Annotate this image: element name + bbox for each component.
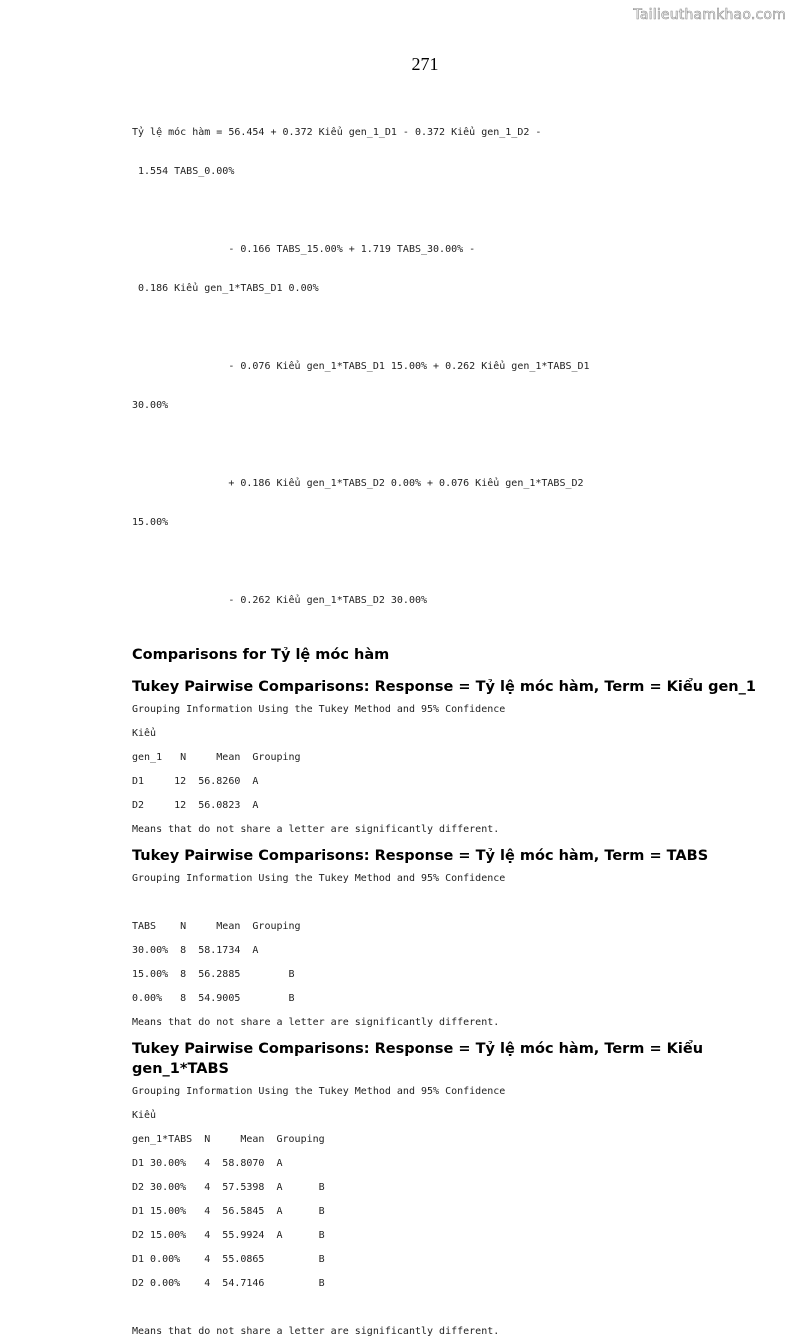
equation-line: Tỷ lệ móc hàm = 56.454 + 0.372 Kiểu gen_1_D1 - 0.372 Kiểu gen_1_D2 - (132, 127, 542, 138)
equation-line: 15.00% (132, 517, 169, 528)
table-row: D2 0.00% 4 54.7146 B (132, 1278, 325, 1289)
section1-info: Grouping Information Using the Tukey Method and 95% Confidence (132, 704, 506, 715)
equation-line: + 0.186 Kiểu gen_1*TABS_D2 0.00% + 0.076 Kiểu gen_1*TABS_D2 (132, 478, 584, 489)
section2-heading: Tukey Pairwise Comparisons: Response = Tỷ lệ móc hàm, Term = TABS (132, 848, 709, 864)
section1-heading: Tukey Pairwise Comparisons: Response = Tỷ lệ móc hàm, Term = Kiểu gen_1 (132, 679, 756, 695)
equation-line (132, 555, 772, 568)
regression-equation (132, 100, 772, 633)
comparisons-heading: Comparisons for Tỷ lệ móc hàm (132, 647, 390, 663)
section3-info: Grouping Information Using the Tukey Method and 95% Confidence (132, 1086, 506, 1097)
table-row: D1 15.00% 4 56.5845 A B (132, 1206, 325, 1217)
section3-table-header: gen_1*TABS N Mean Grouping (132, 1134, 325, 1145)
equation-line (132, 321, 772, 334)
equation-line: 30.00% (132, 400, 169, 411)
section1-table-header: gen_1 N Mean Grouping (132, 752, 301, 763)
table-row: D2 15.00% 4 55.9924 A B (132, 1230, 325, 1241)
watermark: Tailieuthamkhao.com (633, 7, 786, 23)
table-row: 15.00% 8 56.2885 B (132, 969, 295, 980)
table-row: D1 30.00% 4 58.8070 A (132, 1158, 283, 1169)
table-row: 0.00% 8 54.9005 B (132, 993, 295, 1004)
section3-heading: Tukey Pairwise Comparisons: Response = Tỷ lệ móc hàm, Term = Kiểu gen_1*TABS (132, 1041, 704, 1077)
table-row: D1 12 56.8260 A (132, 776, 259, 787)
table-row: D2 30.00% 4 57.5398 A B (132, 1182, 325, 1193)
equation-line: - 0.166 TABS_15.00% + 1.719 TABS_30.00% - (132, 244, 476, 255)
section2-note: Means that do not share a letter are significantly different. (132, 1017, 500, 1028)
table-row: D1 0.00% 4 55.0865 B (132, 1254, 325, 1265)
document-body (132, 100, 772, 1338)
table-row: D2 12 56.0823 A (132, 800, 259, 811)
section3-note: Means that do not share a letter are significantly different. (132, 1326, 500, 1337)
section2-table-header: TABS N Mean Grouping (132, 921, 301, 932)
equation-line: 1.554 TABS_0.00% (132, 166, 235, 177)
section2-info: Grouping Information Using the Tukey Method and 95% Confidence (132, 873, 506, 884)
equation-line: - 0.076 Kiểu gen_1*TABS_D1 15.00% + 0.262 Kiểu gen_1*TABS_D1 (132, 361, 590, 372)
section1-note: Means that do not share a letter are significantly different. (132, 824, 500, 835)
equation-line (132, 438, 772, 451)
equation-line: - 0.262 Kiểu gen_1*TABS_D2 30.00% (132, 595, 428, 606)
page-number: 271 (411, 54, 439, 74)
equation-line: 0.186 Kiểu gen_1*TABS_D1 0.00% (132, 283, 319, 294)
table-row: 30.00% 8 58.1734 A (132, 945, 259, 956)
section1-label: Kiểu (132, 728, 157, 739)
section3-label: Kiểu (132, 1110, 157, 1121)
equation-line (132, 204, 772, 217)
